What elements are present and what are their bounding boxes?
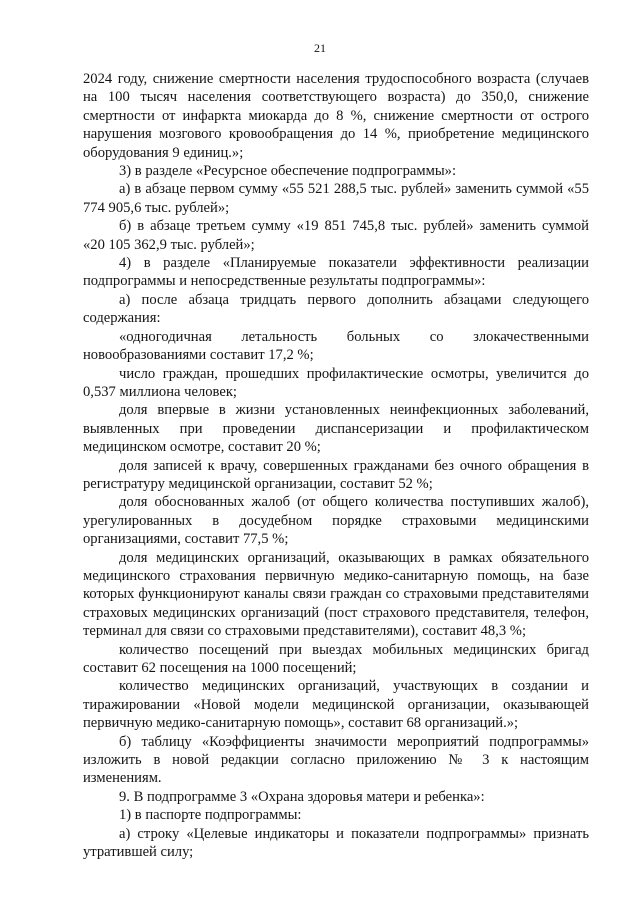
paragraph: доля записей к врачу, совершенных гражданами без очного обращения в регистратуру медицинской организации, составит 52 %; bbox=[83, 457, 589, 492]
page-number: 21 bbox=[314, 41, 326, 55]
paragraph: б) в абзаце третьем сумму «19 851 745,8 тыс. рублей» заменить суммой «20 105 362,9 тыс. рублей»; bbox=[83, 218, 589, 253]
paragraph: а) в абзаце первом сумму «55 521 288,5 тыс. рублей» заменить суммой «55 774 905,6 тыс. рублей»; bbox=[83, 181, 589, 216]
paragraph: а) строку «Целевые индикаторы и показатели подпрограммы» признать утратившей силу; bbox=[83, 825, 589, 861]
paragraph: доля впервые в жизни установленных неинфекционных заболеваний, выявленных при проведении диспансеризации и профилактическом медицинском осмотре, составит 20 %; bbox=[83, 402, 589, 456]
paragraph: 3) в разделе «Ресурсное обеспечение подпрограммы»: bbox=[119, 163, 456, 180]
document-body bbox=[83, 70, 589, 861]
paragraph: 2024 году, снижение смертности населения трудоспособного возраста (случаев на 100 тысяч населения соответствующего возраста) до 350,0, снижение смертности от инфаркта миокарда до 8 %, снижение смертности от острого нарушения мозгового кровообращения до 14 %, приобретение медицинского оборудования 9 единиц.»; bbox=[83, 71, 589, 161]
paragraph: 4) в разделе «Планируемые показатели эффективности реализации подпрограммы и непосредственные результаты подпрограммы»: bbox=[83, 255, 589, 290]
paragraph: 1) в паспорте подпрограммы: bbox=[119, 807, 302, 824]
paragraph: доля обоснованных жалоб (от общего количества поступивших жалоб), урегулированных в досудебном порядке страховыми медицинскими организациями, составит 77,5 %; bbox=[83, 494, 589, 548]
paragraph: количество медицинских организаций, участвующих в создании и тиражировании «Новой модели медицинской организации, оказывающей первичную медико-санитарную помощь», составит 68 организаций.»; bbox=[83, 678, 589, 732]
paragraph: а) после абзаца тридцать первого дополнить абзацами следующего содержания: bbox=[83, 291, 589, 327]
paragraph: «одногодичная летальность больных со злокачественными новообразованиями составит 17,2 %; bbox=[83, 328, 589, 364]
paragraph: число граждан, прошедших профилактические осмотры, увеличится до 0,537 миллиона человек; bbox=[83, 365, 589, 400]
paragraph: 9. В подпрограмме 3 «Охрана здоровья матери и ребенка»: bbox=[119, 788, 485, 805]
paragraph: количество посещений при выездах мобильных медицинских бригад составит 62 посещения на 1000 посещений; bbox=[83, 641, 589, 676]
paragraph: б) таблицу «Коэффициенты значимости мероприятий подпрограммы» изложить в новой редакции согласно приложению № 3 к настоящим изменениям. bbox=[83, 733, 589, 787]
paragraph: доля медицинских организаций, оказывающих в рамках обязательного медицинского страхования первичную медико-санитарную помощь, на базе которых функционируют каналы связи граждан со страховыми представителями страховых медицинских организаций (пост страхового представителя, телефон, терминал для связи со страховыми представителями), составит 48,3 %; bbox=[83, 549, 589, 640]
